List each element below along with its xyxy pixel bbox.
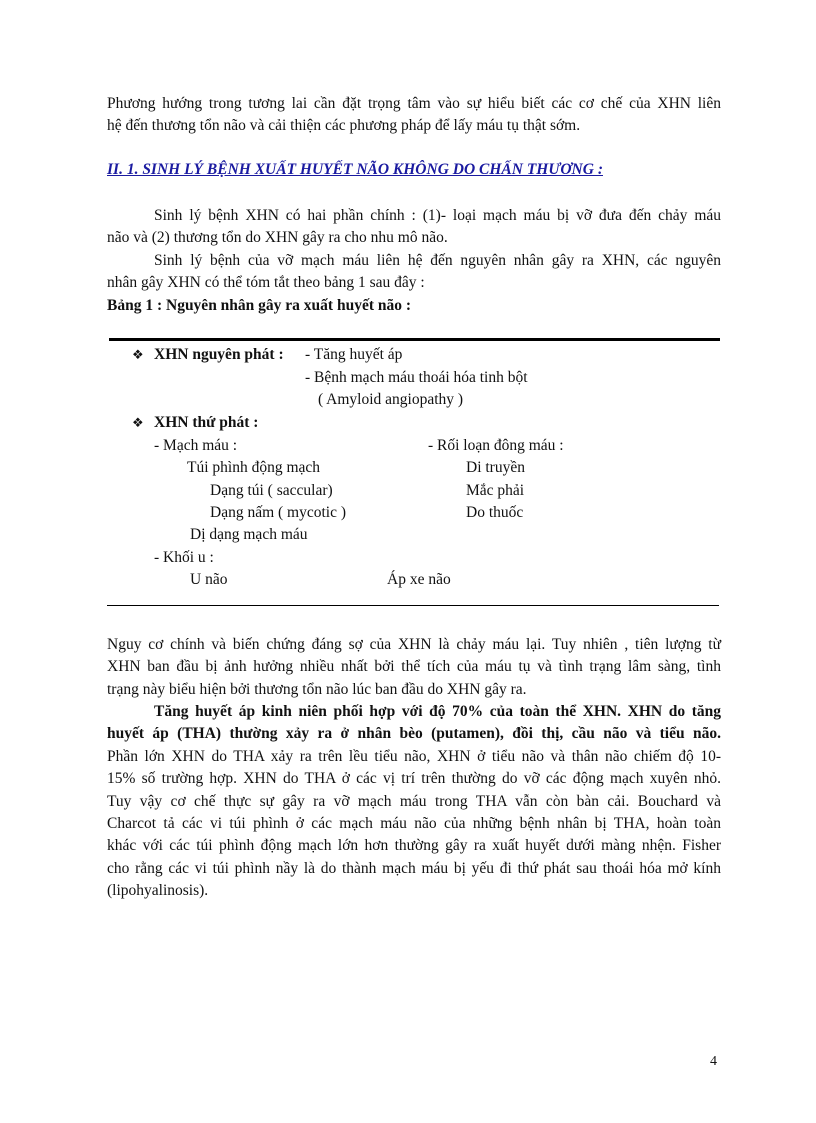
coagulation-heading: - Rối loạn đông máu :	[428, 437, 564, 454]
table-top-rule	[109, 338, 720, 341]
coagulation-item: Do thuốc	[466, 504, 524, 521]
text-line: nhân gây XHN có thể tóm tắt theo bảng 1 sau đây :	[107, 274, 425, 292]
text-line: huyết áp (THA) thường xảy ra ở nhân bèo (putamen), đồi thị, cầu não và tiểu não.	[107, 725, 721, 743]
section-heading: II. 1. SINH LÝ BỆNH XUẤT HUYẾT NÃO KHÔNG DO CHẤN THƯƠNG :	[107, 161, 603, 178]
paragraph-hypertension	[107, 701, 721, 903]
paragraph-prognosis	[107, 634, 721, 701]
text-line: (lipohyalinosis).	[107, 882, 209, 900]
coagulation-item: Di truyền	[466, 459, 525, 476]
tumor-item: U não	[190, 571, 228, 588]
paragraph-causes-intro	[107, 250, 721, 295]
table-caption: Bảng 1 : Nguyên nhân gây ra xuất huyết não :	[107, 297, 412, 314]
text-line: cho rằng các vi túi phình nầy là do thành mạch máu bị yếu đi thứ phát sau thoái hóa mở kính	[107, 859, 721, 877]
text-line: 15% số trường hợp. XHN do THA ở các vị trí trên thường do vỡ các động mạch xuyên nhỏ.	[107, 770, 721, 788]
text-line: Tuy vậy cơ chế thực sự gây ra vỡ mạch máu trong THA vẫn còn bàn cải. Bouchard và	[107, 792, 721, 810]
primary-item-sub: ( Amyloid angiopathy )	[318, 391, 464, 408]
tumor-heading: - Khối u :	[154, 549, 214, 566]
vascular-heading: - Mạch máu :	[154, 437, 238, 454]
text-line: Sinh lý bệnh của vỡ mạch máu liên hệ đến nguyên nhân gây ra XHN, các nguyên	[154, 252, 721, 269]
paragraph-pathophysiology	[107, 205, 721, 250]
page-number: 4	[710, 1054, 717, 1069]
text-line: trạng này biểu hiện bởi thương tổn não lúc ban đầu do XHN gây ra.	[107, 680, 527, 698]
secondary-label: XHN thứ phát :	[154, 414, 259, 431]
text-line: Nguy cơ chính và biến chứng đáng sợ của XHN là chảy máu lại. Tuy nhiên , tiên lượng từ	[107, 636, 721, 653]
text-line: Tăng huyết áp kinh niên phối hợp với độ 70% của toàn thể XHN. XHN do tăng	[154, 703, 721, 720]
diamond-bullet-icon: ❖	[132, 415, 144, 430]
primary-label: XHN nguyên phát :	[154, 346, 284, 363]
tumor-item: Áp xe não	[387, 571, 451, 588]
primary-item: - Bệnh mạch máu thoái hóa tinh bột	[305, 369, 528, 386]
text-line: Charcot tả các vi túi phình ở các mạch máu não của những bệnh nhân bị THA, hoàn toàn	[107, 815, 721, 833]
table-bottom-rule	[107, 605, 719, 606]
text-line: hệ đến thương tổn não và cải thiện các phương pháp để lấy máu tụ thật sớm.	[107, 117, 581, 135]
vascular-item: Dị dạng mạch máu	[190, 526, 308, 543]
primary-item: - Tăng huyết áp	[305, 346, 403, 363]
text-line: khác với các túi phình động mạch lớn hơn thường gây ra xuất huyết dưới màng nhện. Fisher	[107, 837, 721, 855]
text-line: Sinh lý bệnh XHN có hai phần chính : (1)- loại mạch máu bị vỡ đưa đến chảy máu	[154, 207, 721, 224]
text-line: Phần lớn XHN do THA xảy ra trên lều tiểu não, XHN ở tiểu não và thân não chiếm độ 10-	[107, 747, 721, 765]
text-line: não và (2) thương tổn do XHN gây ra cho nhu mô não.	[107, 229, 448, 247]
vascular-subitem: Dạng túi ( saccular)	[210, 482, 333, 499]
vascular-subitem: Dạng nấm ( mycotic )	[210, 504, 347, 521]
text-line: XHN ban đầu bị ảnh hưởng nhiều nhất bởi thể tích của máu tụ và tình trạng lâm sàng, tình	[107, 658, 721, 676]
text-line: Phương hướng trong tương lai cần đặt trọng tâm vào sự hiểu biết các cơ chế của XHN liên	[107, 95, 721, 112]
vascular-item: Túi phình động mạch	[187, 459, 321, 476]
intro-paragraph	[107, 93, 721, 138]
coagulation-item: Mắc phải	[466, 482, 525, 499]
diamond-bullet-icon: ❖	[132, 347, 144, 362]
